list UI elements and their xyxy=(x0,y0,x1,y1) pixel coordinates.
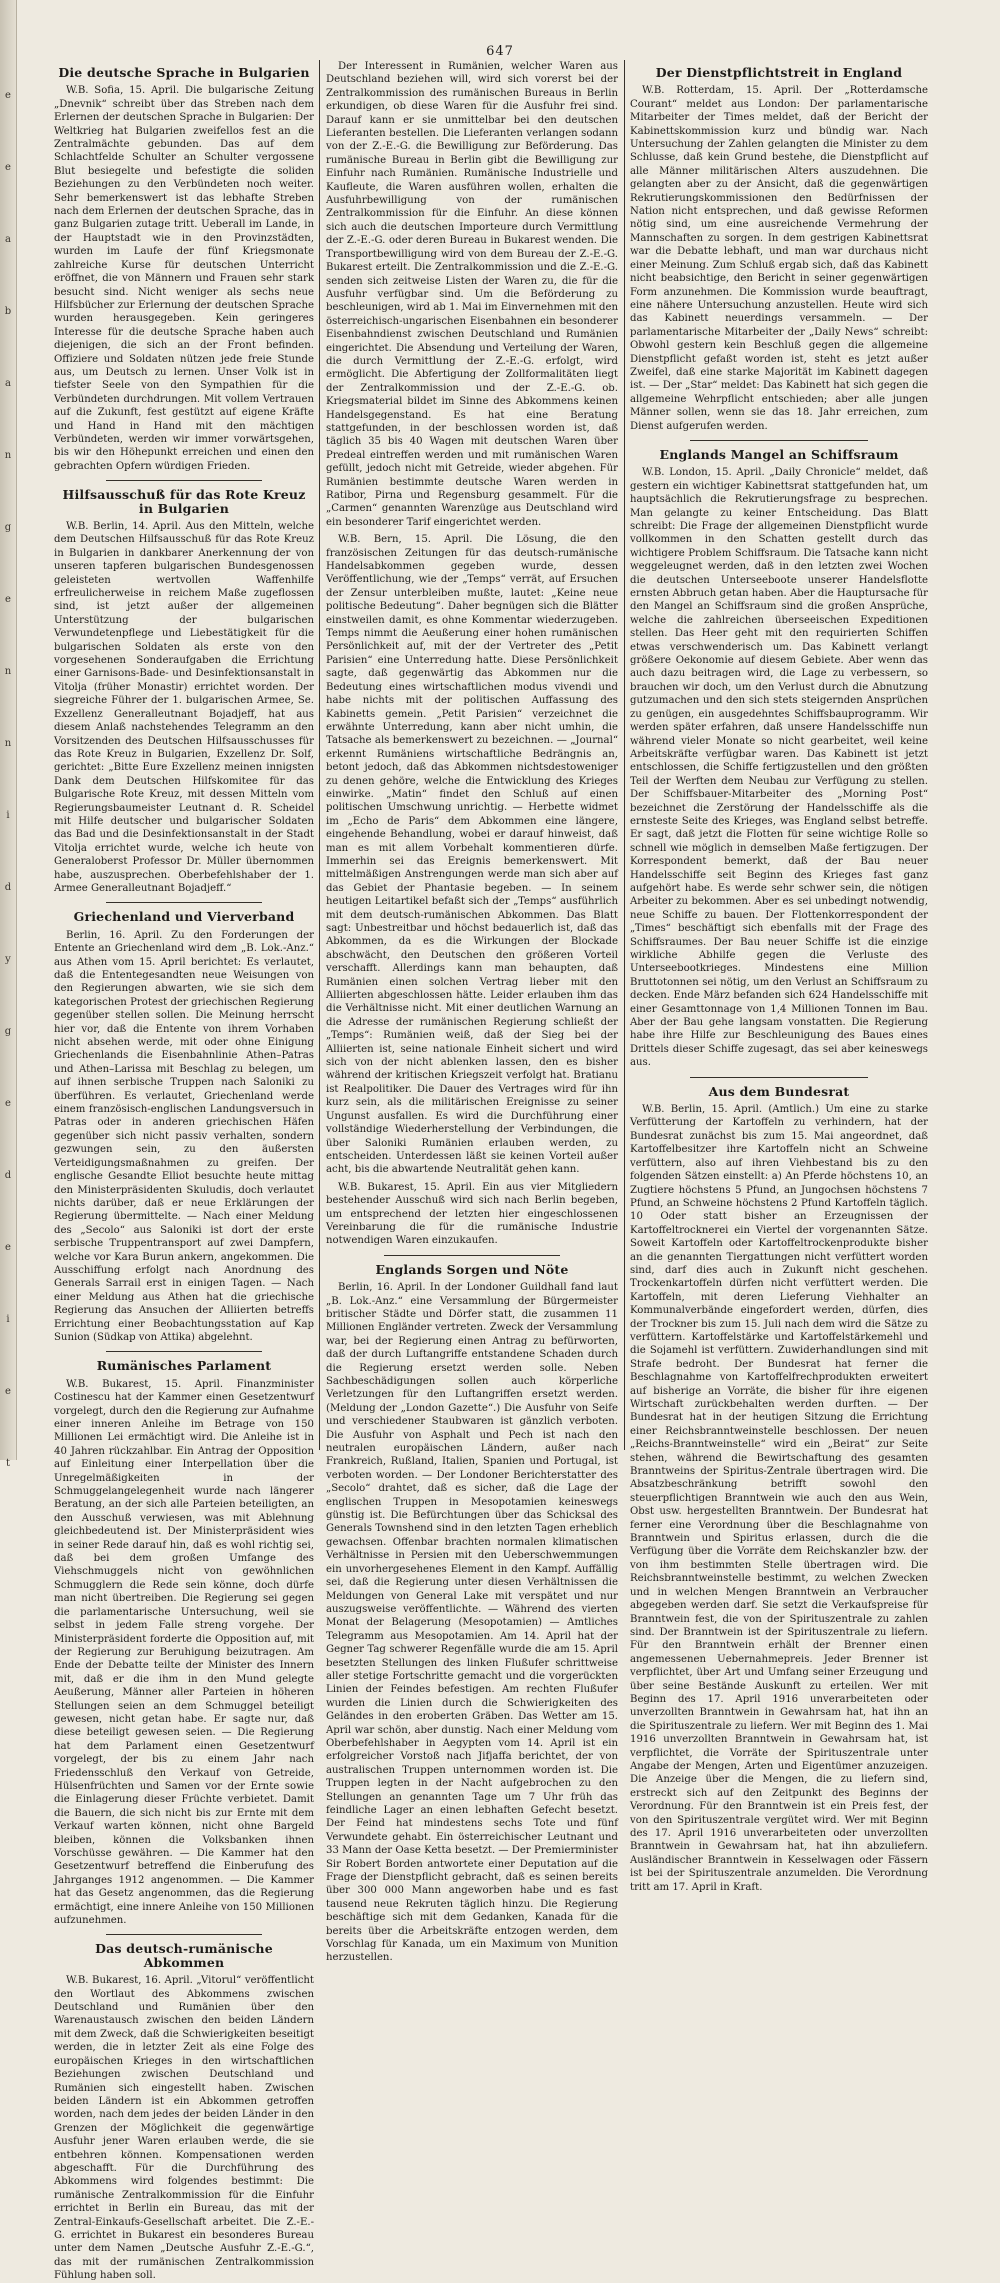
article-body: Der Interessent in Rumänien, welcher Waren aus Deutschland beziehen will, wird sich vorerst bei der Zentralkommission des rumänischen Bureaus in Berlin erkundigen, ob diese Waren für die Ausfuhr frei sind. Darauf kann er sie unmittelbar bei den deutschen Lieferanten bestellen. Die Lieferanten verlangen sodann von der Z.-E.-G. die Bewilligung zur Beförderung. Das rumänische Bureau in Berlin gibt die Bewilligung zur Einfuhr nach Rumänien. Rumänische Industrielle und Kaufleute, die Waren ausführen wollen, erhalten die Ausfuhrbewilligung von der rumänischen Zentralkommission für die Einfuhr. An diese können sich auch die deutschen Importeure durch Vermittlung der Z.-E.-G. oder deren Bureau in Bukarest wenden. Die Transportbewilligung wird von dem Bureau der Z.-E.-G. Bukarest erteilt. Die Zentralkommission und die Z.-E.-G. senden sich zeitweise Listen der Waren zu, die für die Ausfuhr verfügbar sind. Um die Beförderung zu beschleunigen, wird ab 1. Mai im Einvernehmen mit den österreichisch-ungarischen Eisenbahnen ein besonderer Eisenbahndienst zwischen Deutschland und Rumänien eingerichtet. Die Absendung und Verteilung der Waren, die durch Vermittlung der Z.-E.-G. erfolgt, wird ermöglicht. Die Abfertigung der Zollformalitäten liegt der Zentralkommission und der Z.-E.-G. ob. Kriegsmaterial bildet im Sinne des Abkommens keinen Handelsgegenstand. Es hat eine Beratung stattgefunden, in der beschlossen worden ist, daß täglich 35 bis 40 Wagen mit deutschen Waren über Predeal eintreffen werden und mit rumänischen Waren gefüllt, jedoch nicht mit Getreide, wieder abgehen. Für Rumänien bestimmte deutsche Waren werden in Ratibor, Pirna und Regensburg gesammelt. Für die „Carmen“ genannten Warenzüge aus Deutschland wird ein besonderer Tarif eingerichtet werden. xyxy=(326,61,618,528)
article-body: Berlin, 16. April. Zu den Forderungen der Entente an Griechenland wird dem „B. Lok.-Anz.“ aus Athen vom 15. April berichtet: Es verlautet, daß die Ententegesandten neue Weisungen von den Regierungen abwarten, wie sie sich dem kategorischen Protest der griechischen Regierung gegenüber stellen sollen. Die Meinung herrscht hier vor, daß die Entente von ihrem Vorhaben nicht absehen werde, mit oder ohne Einigung Griechenlands die Eisenbahnlinie Athen–Patras und Athen–Larissa mit Beschlag zu belegen, um auf ihnen serbische Truppen nach Saloniki zu überführen. Es verlautet, Griechenland werde einem französisch-englischen Landungsversuch in Patras oder in anderen griechischen Häfen gegenüber sich nicht passiv verhalten, sondern gezwungen sein, zu den äußersten Verteidigungsmaßnahmen zu greifen. Der englische Gesandte Elliot besuchte heute mittag den Ministerpräsidenten Skuludis, doch verlautet nichts darüber, daß er neue Erklärungen der Regierung übermittelte. — Nach einer Meldung des „Secolo“ aus Saloniki ist dort der erste serbische Truppentransport auf zwei Dampfern, welche vor Kara Burun ankern, angekommen. Die Ausschiffung erfolgt nach Anordnung des Generals Sarrail erst in einigen Tagen. — Nach einer Meldung aus Athen hat die griechische Regierung das Ansuchen der Alliierten betreffs Errichtung einer Beobachtungsstation auf Kap Sunion (Südkap von Attika) abgelehnt. xyxy=(54,929,314,1343)
article xyxy=(630,66,928,433)
margin-letter: g xyxy=(4,1026,12,1037)
margin-letter: d xyxy=(4,1170,12,1181)
article-body: W.B. Bukarest, 16. April. „Vitorul“ veröffentlicht den Wortlaut des Abkommens zwischen Deutschland und Rumänien über den Warenaustausch zwischen den beiden Ländern mit dem Zweck, daß die Schwierigkeiten beseitigt werden, die in letzter Zeit als eine Folge des europäischen Krieges in den wirtschaftlichen Beziehungen zwischen Deutschland und Rumänien sich eingestellt haben. Zwischen beiden Ländern ist ein Abkommen getroffen worden, nach dem jedes der beiden Länder in den Grenzen der Möglichkeit die gegenwärtige Ausfuhr jener Waren erlauben werde, die sie entbehren können. Kompensationen werden abgeschafft. Für die Durchführung des Abkommens wird folgendes bestimmt: Die rumänische Zentralkommission für die Einfuhr errichtet in Berlin ein Bureau, das mit der Zentral-Einkaufs-Gesellschaft arbeitet. Die Z.-E.-G. errichtet in Bukarest ein besonderes Bureau unter dem Namen „Deutsche Ausfuhr Z.-E.-G.“, das mit der rumänischen Zentralkommission Fühlung haben soll. xyxy=(54,1975,314,2282)
article-body: W.B. Bern, 15. April. Die Lösung, die den französischen Zeitungen für das deutsch-rumänische Handelsabkommen gegeben wurde, dessen Veröffentlichung, wie der „Temps“ verrät, auf Ersuchen der Zensur unterbleiben mußte, lautet: „Keine neue politische Bedeutung“. Daher begnügen sich die Blätter einstweilen damit, es ohne Kommentar wiederzugeben. Temps nimmt die Aeußerung einer hohen rumänischen Persönlichkeit auf, mit der der Vertreter des „Petit Parisien“ eine Unterredung hatte. Diese Persönlichkeit sagte, daß gegenwärtig das Abkommen nur die Bedeutung eines wirtschaftlichen modus vivendi und habe nichts mit der politischen Auffassung des Kabinetts gemein. „Petit Parisien“ verzeichnet die erwähnte Unterredung, kann aber nicht umhin, die Tatsache als bemerkenswert zu bezeichnen. — „Journal“ erkennt Rumäniens wirtschaftliche Bedrängnis an, betont jedoch, daß das Abkommen nichtsdestoweniger zu denen gehöre, welche die Entwicklung des Krieges einwirke. „Matin“ findet den Schluß auf einen politischen Umschwung unrichtig. — Herbette widmet im „Echo de Paris“ dem Abkommen eine längere, eingehende Behandlung, wobei er darauf hinweist, daß man es mit allem Vorbehalt kommentieren dürfe. Immerhin sei das Ereignis bemerkenswert. Mit mittelmäßigen Anstrengungen werde man sich aber auf das Gebiet der Phantasie begeben. — In seinem heutigen Leitartikel befaßt sich der „Temps“ ausführlich mit dem deutsch-rumänischen Abkommen. Das Blatt sagt: Unbestreitbar und höchst bedauerlich ist, daß das Abkommen, da es die Wirkungen der Blockade abschwächt, den Deutschen den größeren Vorteil verschafft. Allerdings kann man behaupten, daß Rumänien einen solchen Vertrag lieber mit den Alliierten abgeschlossen hätte. Leider erlauben ihm das die Verhältnisse nicht. Mit einer deutlichen Warnung an die Adresse der rumänischen Regierung schließt der „Temps“: Rumänien weiß, daß der Sieg bei der Alliierten ist, seine nationale Einheit sichert und wird sich von der nicht ablenken lassen, den es bisher während der kritischen Kriegszeit verfolgt hat. Bratianu ist Realpolitiker. Die Dauer des Vertrages wird für ihn kurz sein, als die militärischen Ereignisse zu seiner Ungunst ausfallen. Es wird die Durchführung einer vollständige Wiederherstellung der Verbindungen, die über Saloniki Rumänien erlauben werden, zu entscheiden. Unterdessen läßt sie keinen Vorteil außer acht, bis die abwartende Neutralität gehen kann. xyxy=(326,534,618,1176)
article xyxy=(630,440,928,1070)
article-body: W.B. London, 15. April. „Daily Chronicle“ meldet, daß gestern ein wichtiger Kabinettsrat stattgefunden hat, um hauptsächlich die Rekrutierungsfrage zu besprechen. Man gelangte zu keiner Entscheidung. Das Blatt schreibt: Die Frage der allgemeinen Dienstpflicht wurde vollkommen in den Schatten gestellt durch das wichtigere Problem Schiffsraum. Die Tatsache kann nicht weggeleugnet werden, daß in den letzten zwei Wochen die deutschen Unterseeboote unserer Handelsflotte ernsten Abbruch getan haben. Aber die Hauptursache für den Mangel an Schiffsraum sind die großen Ansprüche, welche die zahlreichen überseeischen Expeditionen stellen. Das Heer geht mit den requirierten Schiffen etwas verschwenderisch um. Das Kabinett verlangt größere Oekonomie auf diesem Gebiete. Aber wenn das auch dazu beitragen wird, die Lage zu verbessern, so brauchen wir doch, um den Verlust durch die Abnutzung gutzumachen und den sich stets steigernden Ansprüchen zu genügen, ein ausgedehntes Schiffsbauprogramm. Wir werden später erfahren, daß unsere Handelsschiffe nun während vieler Monate so nicht gearbeitet, weil keine Arbeitskräfte verfügbar waren. Das Kabinett ist jetzt entschlossen, die Schiffe fertigzustellen und den größten Teil der Werften dem Neubau zur Verfügung zu stellen. Der Schiffsbauer-Mitarbeiter des „Morning Post“ bezeichnet die Zerstörung der Handelsschiffe als die ernsteste Seite des Krieges, was England selbst betreffe. Er sagt, daß jetzt die Flotten für seine wichtige Rolle so schnell wie möglich in demselben Maße fertigzugen. Der Korrespondent bemerkt, daß der Bau neuer Handelsschiffe seit Beginn des Krieges fast ganz aufgehört habe. Es werde sehr schwer sein, die nötigen Arbeiter zu bekommen. Aber es sei unbedingt notwendig, neue Schiffe zu bauen. Der Flottenkorrespondent der „Times“ beschäftigt sich ebenfalls mit der Frage des Schiffsraumes. Der Bau neuer Schiffe ist die einzige wirkliche Abhilfe gegen die Verluste des Unterseebootkrieges. Mindestens eine Million Bruttotonnen sei nötig, um den Verlust an Schiffsraum zu decken. Ende März befanden sich 624 Handelsschiffe mit einer Gesamttonnage von 1,4 Millionen Tonnen im Bau. Aber der Bau gehe langsam vonstatten. Die Regierung habe ihre Hilfe zur Beschleunigung des Baues eines Drittels dieser Schiffe zugesagt, das sei aber keineswegs aus. xyxy=(630,467,928,1069)
page-number: 647 xyxy=(486,44,514,59)
article xyxy=(326,1255,618,1965)
article xyxy=(54,902,314,1344)
margin-letter: e xyxy=(5,90,11,101)
article-body: Berlin, 16. April. In der Londoner Guildhall fand laut „B. Lok.-Anz.“ eine Versammlung der Bürgermeister britischer Städte und Dörfer statt, die zusammen 11 Millionen Engländer vertreten. Zweck der Versammlung war, bei der Regierung einen Antrag zu befürworten, daß der durch Luftangriffe entstandene Schaden durch die Regierung ersetzt werden solle. Neben Sachbeschädigungen sollen auch körperliche Verletzungen für den Luftangriffen ersetzt werden. (Meldung der „London Gazette“.) Die Ausfuhr von Seife und verschiedener Staubwaren ist gänzlich verboten. Die Ausfuhr von Asphalt und Pech ist nach den neutralen europäischen Ländern, außer nach Frankreich, Rußland, Italien, Spanien und Portugal, ist verboten worden. — Der Londoner Berichterstatter des „Secolo“ drahtet, daß es sicher, daß die Lage der englischen Truppen in Mesopotamien keineswegs günstig ist. Die Befürchtungen über das Schicksal des Generals Townshend sind in den letzten Tagen erheblich gewachsen. Offenbar brachten normalen klimatischen Verhältnisse in Persien mit den Ueberschwemmungen ein unvorhergesehenes Element in den Kampf. Auffällig sei, daß die Regierung unter diesen Verhältnissen die Meldungen von General Lake mit verspätet und nur auszugsweise veröffentlichte. — Während des vierten Monat der Belagerung (Mesopotamien) — Amtliches Telegramm aus Mesopotamien. Am 14. April hat der Gegner Tag schwerer Regenfälle wurde die am 15. April besetzten Stellungen des linken Flußufer schrittweise aller stetige Fortschritte gemacht und die vorgerückten Linien der Feindes befestigen. Am rechten Flußufer wurden die Linien durch die Schwierigkeiten des Geländes in den eroberten Gräben. Das Wetter am 15. April war schön, aber dunstig. Nach einer Meldung vom Oberbefehlshaber in Aegypten vom 14. April ist ein erfolgreicher Vorstoß nach Jifjaffa berichtet, der von australischen Truppen unternommen worden ist. Die Truppen legten in der Nacht aufgebrochen zu den Stellungen an genannten Tage um 7 Uhr früh das feindliche Lager an einen lebhaften Gefecht besetzt. Der Feind hat mindestens sechs Tote und fünf Verwundete gehabt. Ein österreichischer Leutnant und 33 Mann der Oase Ketta besetzt. — Der Premierminister Sir Robert Borden antwortete einer Deputation auf die Frage der Dienstpflicht gebracht, daß es seinen bereits über 300 000 Mann angeworben habe und es fast tausend neue Rekruten täglich hinzu. Die Regierung beschäftige sich mit dem Gedanken, Kanada für die bereits über die Arbeitskräfte entzogen werden, dem Vorschlag für Kanada, um ein Maximum von Munition herzustellen. xyxy=(326,1282,618,1964)
margin-letter: y xyxy=(5,954,11,965)
margin-letter: i xyxy=(6,810,10,821)
article-separator xyxy=(384,1255,559,1256)
article-headline: Griechenland und Vierverband xyxy=(73,909,295,925)
margin-letter: i xyxy=(6,1314,10,1325)
article-separator xyxy=(106,480,262,481)
article xyxy=(630,1077,928,1894)
article-headline: Das deutsch-rumänische Abkommen xyxy=(95,1941,273,1970)
article-separator xyxy=(106,1934,262,1935)
article-headline: Englands Sorgen und Nöte xyxy=(375,1261,569,1277)
article xyxy=(326,533,618,1177)
article-headline: Aus dem Bundesrat xyxy=(708,1083,850,1099)
margin-letter: g xyxy=(4,522,12,533)
article-headline: Der Dienstpflichtstreit in England xyxy=(655,65,903,80)
article-body: W.B. Sofia, 15. April. Die bulgarische Zeitung „Dnevnik“ schreibt über das Streben nach dem Erlernen der deutschen Sprache in Bulgarien: Der Weltkrieg hat Bulgarien zweifellos fest an die Zentralmächte gebunden. Das auf dem Schlachtfelde Schulter an Schulter vergossene Blut besiegelte und befestigte die soliden Beziehungen zu den Verbündeten noch weiter. Sehr bemerkenswert ist das lebhafte Streben nach dem Erlernen der deutschen Sprache, das in ganz Bulgarien zutage tritt. Ueberall im Lande, in der Hauptstadt wie in den Provinzstädten, wurden im Laufe der fünf Kriegsmonate zahlreiche Kurse für deutschen Unterricht eröffnet, die von Männern und Frauen sehr stark besucht sind. Nicht weniger als sechs neue Hilfsbücher zur Erlernung der deutschen Sprache wurden herausgegeben. Kein geringeres Interesse für die deutsche Sprache haben auch diejenigen, die sich an der Front befinden. Offiziere und Soldaten nützen jede freie Stunde aus, um Deutsch zu lernen. Unser Volk ist in tiefster Seele von den Sympathien für die Verbündeten durchdrungen. Mit vollem Vertrauen auf die Zukunft, fest gestützt auf eigene Kräfte und Hand in Hand mit den mächtigen Verbündeten, werden wir immer vorwärtsgehen, bis wir den Höhepunkt erreichen und einen den gebrachten Opfern würdigen Frieden. xyxy=(54,85,314,472)
margin-letter: a xyxy=(5,378,11,389)
article-separator xyxy=(106,1351,262,1352)
column-2 xyxy=(326,60,618,1964)
margin-letter: d xyxy=(4,882,12,893)
margin-letters xyxy=(2,60,14,1500)
column-1 xyxy=(54,60,314,2282)
margin-letter: n xyxy=(4,666,12,677)
margin-letter: n xyxy=(4,738,12,749)
article xyxy=(54,66,314,473)
article-headline: Hilfsausschuß für das Rote Kreuz in Bulgarien xyxy=(62,487,306,516)
margin-letter: e xyxy=(5,594,11,605)
page-binding-margin xyxy=(0,0,17,1469)
article-headline: Englands Mangel an Schiffsraum xyxy=(659,446,899,462)
article-body: W.B. Bukarest, 15. April. Finanzminister Costinescu hat der Kammer einen Gesetzentwurf vorgelegt, durch den die Regierung zur Aufnahme einer inneren Anleihe im Betrage von 150 Millionen Lei ermächtigt wird. Die Anleihe ist in 40 Jahren rückzahlbar. Ein Antrag der Opposition auf Einleitung einer Interpellation über die Unregelmäßigkeiten in der Schmuggelangelegenheit wurde nach längerer Beratung, an der sich alle Parteien beteiligten, an den Ausschuß verwiesen, was mit Ablehnung gleichbedeutend ist. Der Ministerpräsident wies in seiner Rede darauf hin, daß es wohl richtig sei, daß bei dem großen Umfange des Viehschmuggels nicht von gewöhnlichen Schmugglern die Rede sein könne, doch dürfe man nicht übertreiben. Die Regierung sei gegen die parlamentarische Untersuchung, weil sie selbst in jedem Falle streng vorgehe. Der Ministerpräsident forderte die Opposition auf, mit der Regierung zur Beruhigung beizutragen. Am Ende der Debatte teilte der Minister des Innern mit, daß er die ihm in den Mund gelegte Aeußerung, Männer aller Parteien in höheren Stellungen seien an dem Schmuggel beteiligt gewesen, nicht getan habe. Er sagte nur, daß diese beteiligt gewesen seien. — Die Regierung hat dem Parlament einen Gesetzentwurf vorgelegt, der bis zu einem Jahr nach Friedensschluß den Verkauf von Getreide, Hülsenfrüchten und Samen vor der Ernte sowie die Einlagerung dieser Früchte verbietet. Damit die Bauern, die sich nicht bis zur Ernte mit dem Verkauf warten können, nicht ohne Bargeld bleiben, können die Volksbanken ihnen Vorschüsse gewähren. — Die Kammer hat den Gesetzentwurf betreffend die Einberufung des Jahrganges 1912 angenommen. — Die Kammer hat das Gesetz angenommen, das die Regierung ermächtigt, eine innere Anleihe von 150 Millionen aufzunehmen. xyxy=(54,1378,314,1927)
article-body: W.B. Berlin, 15. April. (Amtlich.) Um eine zu starke Verfütterung der Kartoffeln zu verhindern, hat der Bundesrat zunächst bis zum 15. Mai angeordnet, daß Kartoffelbesitzer ihre Kartoffeln nicht an Schweine verfüttern, also auf ihren Viehbestand bis zu den folgenden Sätzen einstellt: a) An Pferde höchstens 10, an Zugtiere höchstens 5 Pfund, an Jungochsen höchstens 7 Pfund, an Schweine höchstens 2 Pfund Kartoffeln täglich. 10 Oder statt bisher an Erzeugnissen der Kartoffeltrocknerei ein Viertel der vorgenannten Sätze. Soweit Kartoffeln oder Kartoffeltrockenprodukte bisher an die genannten Tiergattungen nicht verfüttert worden sind, darf dies auch in Zukunft nicht geschehen. Trockenkartoffeln dürfen nicht verfüttert werden. Die Kartoffeln, mit deren Lieferung Viehhalter an Kommunalverbände eingefordert werden, dürfen, dies der Trockner bis zum 15. Juli nach dem wird die Sätze zu verfüttern. Kartoffelstärke und Kartoffelstärkemehl und die Sojamehl ist verfüttern. Zuwiderhandlungen sind mit Strafe bedroht. Der Bundesrat hat ferner die Beschlagnahme von Kartoffelfrechprodukten erweitert auf bisherige an Vorräte, die bisher für ihre eigenen Wirtschaft zurückbehalten werden durften. — Der Bundesrat hat in der heutigen Sitzung die Errichtung einer Reichsbranntweinstelle beschlossen. Der neuen „Reichs-Branntweinstelle“ wird ein „Beirat“ zur Seite stehen, während die Bewirtschaftung des gesamten Branntweins der Spiritus-Zentrale übertragen wird. Die Absatzbeschränkung betrifft sowohl den steuerpflichtigen Branntwein wie auch den aus Wein, Obst usw. hergestellten Branntwein. Der Bundesrat hat ferner eine Verordnung über die Beschlagnahme von Branntwein und Spiritus erlassen, durch die die Verfügung über die Vorräte dem Reichskanzler bzw. der von ihm bestimmten Stelle übertragen wird. Die Reichsbranntweinstelle bestimmt, zu welchen Zwecken und in welchen Mengen Branntwein an Verbraucher abgegeben werden darf. Sie setzt die Verkaufspreise für Branntwein fest, die von der Spirituszentrale zu zahlen sind. Der Branntwein ist der Spirituszentrale zu liefern. Für den Branntwein erhält der Brenner einen angemessenen Uebernahmepreis. Jeder Brenner ist verpflichtet, über Art und Umfang seiner Erzeugung und über seine Bestände Auskunft zu erteilen. Wer mit Beginn des 17. April 1916 unverarbeiteten oder unverzollten Branntwein in Gewahrsam hat, hat ihn an die Spirituszentrale zu liefern. Wer mit Beginn des 1. Mai 1916 unverzollten Branntwein in Gewahrsam hat, ist verpflichtet, die Vorräte der Spirituszentrale unter Angabe der Mengen, Arten und Eigentümer anzuzeigen. Die Anzeige über die Mengen, die zu liefern sind, erstreckt sich auf den Zeitpunkt des Beginns der Verordnung. Für den Branntwein ist ein Preis fest, der von den Spirituszentrale vergütet wird. Wer mit Beginn des 17. April 1916 unverarbeiteten oder unverzollten Branntwein in Gewahrsam hat, hat ihn abzuliefern. Ausländischer Branntwein in Kesselwagen oder Fässern ist bei der Spirituszentrale anzumelden. Die Verordnung tritt am 17. April in Kraft. xyxy=(630,1104,928,1893)
column-3 xyxy=(630,60,928,1893)
article xyxy=(54,480,314,895)
column-divider xyxy=(624,60,625,1450)
margin-letter: e xyxy=(5,1386,11,1397)
article xyxy=(54,1934,314,2282)
article-headline: Rumänisches Parlament xyxy=(96,1358,272,1374)
margin-letter: e xyxy=(5,1098,11,1109)
margin-letter: e xyxy=(5,162,11,173)
margin-letter: a xyxy=(5,234,11,245)
article xyxy=(326,1181,618,1248)
article-body: W.B. Berlin, 14. April. Aus den Mitteln, welche dem Deutschen Hilfsausschuß für das Rote Kreuz in Bulgarien in dankbarer Anerkennung der von unseren tapferen bulgarischen Bundesgenossen geleisteten wertvollen Waffenhilfe erfreulicherweise in reichem Maße zugeflossen sind, ist jetzt außer der allgemeinen Unterstützung der bulgarischen Verwundetenpflege und Liebestätigkeit für die bulgarischen Soldaten als erste von den vorgesehenen Sonderaufgaben die Errichtung einer Garnisons-Bade- und Desinfektionsanstalt in Vitolja (früher Monastir) errichtet worden. Der siegreiche Führer der 1. bulgarischen Armee, Se. Exzellenz Generalleutnant Bojadjeff, hat aus diesem Anlaß nachstehendes Telegramm an den Vorsitzenden des Deutschen Hilfsausschusses für das Rote Kreuz in Bulgarien, Exzellenz Dr. Solf, gerichtet: „Bitte Eure Exzellenz meinen innigsten Dank dem Deutschen Hilfskomitee für das Bulgarische Rote Kreuz, mit dessen Mitteln vom Regierungsbaumeister Leutnant d. R. Scheidel mit Hilfe deutscher und bulgarischer Soldaten das Bad und die Desinfektionsanstalt in der Stadt Vitolja errichtet wurde, welche ich heute von Generaloberst Professor Dr. Müller übernommen habe, auszusprechen. Oberbefehlshaber der 1. Armee Generalleutnant Bojadjeff.“ xyxy=(54,521,314,894)
article xyxy=(326,60,618,529)
column-divider xyxy=(319,60,320,1450)
article xyxy=(54,1351,314,1927)
article-separator xyxy=(690,1077,869,1078)
margin-letter: e xyxy=(5,1242,11,1253)
margin-letter: b xyxy=(4,306,12,317)
margin-letter: n xyxy=(4,450,12,461)
article-separator xyxy=(106,902,262,903)
margin-letter: t xyxy=(5,1458,11,1469)
article-body: W.B. Rotterdam, 15. April. Der „Rotterdamsche Courant“ meldet aus London: Der parlamentarische Mitarbeiter der Times meldet, daß der Bericht der Kabinettskommission kurz und bündig war. Nach Untersuchung der Zahlen gelangten die Minister zu dem Schlusse, daß kein Grund bestehe, die Dienstpflicht auf alle Männer militärischen Alters auszudehnen. Die gelangten aber zu der Ansicht, daß die gegenwärtigen Rekrutierungskommissionen den Bedürfnissen der Nation nicht entsprechen, und daß gewisse Reformen nötig sind, um eine ausreichende Vermehrung der Mannschaften zu sorgen. In dem gestrigen Kabinettsrat war die Debatte lebhaft, und man war durchaus nicht einer Meinung. Zum Schluß ergab sich, daß das Kabinett nicht beabsichtige, den Bericht in seiner gegenwärtigen Form anzunehmen. Die Kommission wurde beauftragt, eine nähere Untersuchung anzustellen. Heute wird sich das Kabinett neuerdings versammeln. — Der parlamentarische Mitarbeiter der „Daily News“ schreibt: Obwohl gestern kein Beschluß gegen die allgemeine Dienstpflicht gefaßt worden ist, steht es jetzt außer Zweifel, daß eine starke Majorität im Kabinett dagegen ist. — Der „Star“ meldet: Das Kabinett hat sich gegen die allgemeine Wehrpflicht entschieden; aber alle jungen Männer sollen, wenn sie das 18. Jahr erreichen, zum Dienst aufgerufen werden. xyxy=(630,85,928,432)
article-headline: Die deutsche Sprache in Bulgarien xyxy=(58,65,310,80)
article-separator xyxy=(690,440,869,441)
article-body: W.B. Bukarest, 15. April. Ein aus vier Mitgliedern bestehender Ausschuß wird sich nach Berlin begeben, um entsprechend der letzten hier eingeschlossenen Vereinbarung die für die rumänische Industrie notwendigen Waren einzukaufen. xyxy=(326,1181,618,1247)
